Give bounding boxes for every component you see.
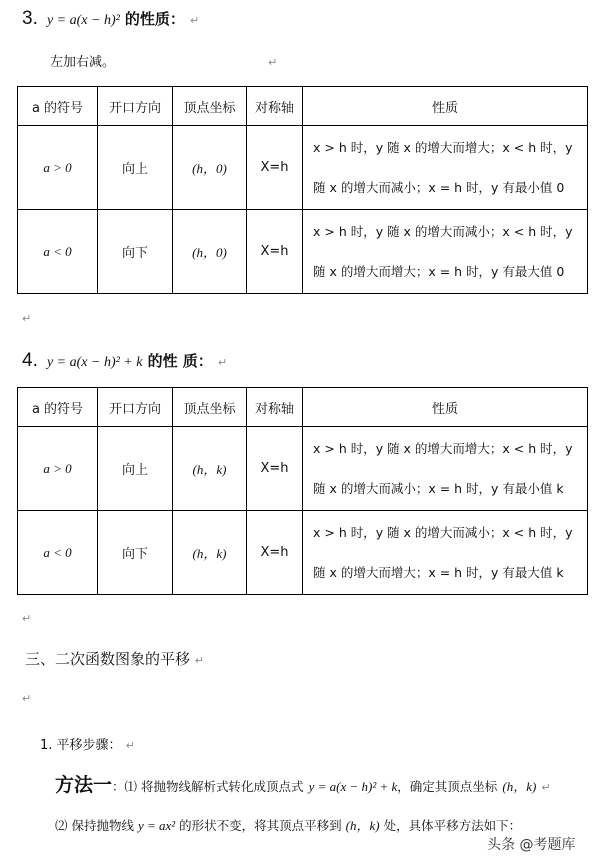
step-heading-text: 1. 平移步骤：	[40, 738, 122, 753]
paragraph-mark: ↵	[194, 654, 205, 667]
cell-vertex: (h，0)	[173, 210, 247, 294]
properties-line-2: 随 x 的增大而减小；x = h 时，y 有最小值 0	[313, 179, 565, 195]
properties-line-1: x > h 时，y 随 x 的增大而减小；x < h 时，y	[313, 223, 573, 239]
paragraph-mark: ↵	[22, 612, 32, 625]
method-label: 方法一	[55, 774, 113, 796]
step-2-middle: 的形状不变，将其顶点平移到	[179, 818, 342, 833]
header-properties: 性质	[303, 388, 588, 427]
cell-direction: 向上	[98, 427, 173, 511]
part-3-title	[25, 648, 204, 669]
step-2-prefix: ⑵ 保持抛物线	[55, 818, 134, 833]
section-3-title-suffix: 的性质：	[124, 10, 185, 28]
table-row	[18, 126, 588, 210]
cell-properties	[303, 427, 588, 511]
paragraph-mark: ↵	[268, 56, 278, 69]
step-heading	[40, 734, 135, 753]
paragraph-mark: ↵	[125, 739, 135, 752]
step-2-vertex: (h，k)	[345, 818, 380, 833]
header-axis: 对称轴	[247, 87, 303, 126]
properties-table-section-3	[17, 86, 588, 294]
header-properties: 性质	[303, 87, 588, 126]
paragraph-mark: ↵	[217, 356, 228, 369]
properties-line-2: 随 x 的增大而增大；x = h 时，y 有最大值 0	[313, 263, 565, 279]
paragraph-mark: ↵	[541, 781, 551, 794]
cell-properties	[303, 126, 588, 210]
section-4-number: 4.	[22, 350, 38, 371]
header-vertex: 顶点坐标	[173, 87, 247, 126]
step-1-suffix: ，确定其顶点坐标	[397, 779, 498, 794]
step-2-formula: y = ax²	[137, 818, 176, 833]
cell-axis: X=h	[247, 427, 303, 511]
cell-sign: a > 0	[18, 427, 98, 511]
table-header-row	[18, 388, 588, 427]
cell-properties	[303, 511, 588, 595]
paragraph-mark: ↵	[22, 692, 32, 705]
step-2-line	[55, 815, 521, 834]
step-1-vertex: (h，k)	[502, 779, 537, 794]
cell-sign: a < 0	[18, 511, 98, 595]
cell-direction: 向上	[98, 126, 173, 210]
part-3-title-text: 三、二次函数图象的平移	[25, 650, 191, 668]
cell-axis: X=h	[247, 210, 303, 294]
section-3-rule	[50, 51, 115, 70]
properties-line-2: 随 x 的增大而减小；x = h 时，y 有最小值 k	[313, 480, 564, 496]
section-3-number: 3.	[22, 8, 38, 29]
header-sign: a 的符号	[18, 388, 98, 427]
cell-vertex: (h，k)	[173, 511, 247, 595]
watermark: 头条 @考题库	[487, 837, 576, 853]
paragraph-mark: ↵	[190, 14, 200, 27]
cell-axis: X=h	[247, 126, 303, 210]
section-3-formula: y = a(x − h)²	[46, 13, 120, 28]
rule-text: 左加右减。	[50, 55, 116, 70]
paragraph-mark: ↵	[22, 312, 32, 325]
cell-direction: 向下	[98, 210, 173, 294]
table-header-row	[18, 87, 588, 126]
section-3-heading	[22, 8, 199, 30]
header-direction: 开口方向	[98, 388, 173, 427]
header-vertex: 顶点坐标	[173, 388, 247, 427]
properties-line-2: 随 x 的增大而增大；x = h 时，y 有最大值 k	[313, 564, 564, 580]
cell-vertex: (h，0)	[173, 126, 247, 210]
cell-sign: a > 0	[18, 126, 98, 210]
section-4-title-suffix: 的性 质：	[147, 352, 213, 370]
cell-properties	[303, 210, 588, 294]
table-row	[18, 210, 588, 294]
header-direction: 开口方向	[98, 87, 173, 126]
header-sign: a 的符号	[18, 87, 98, 126]
properties-line-1: x > h 时，y 随 x 的增大而增大；x < h 时，y	[313, 139, 573, 155]
table-row	[18, 427, 588, 511]
step-2-suffix: 处，具体平移方法如下：	[383, 818, 522, 833]
step-1-formula: y = a(x − h)² + k	[308, 779, 398, 794]
cell-sign: a < 0	[18, 210, 98, 294]
cell-axis: X=h	[247, 511, 303, 595]
table-row	[18, 511, 588, 595]
cell-direction: 向下	[98, 511, 173, 595]
section-4-heading	[22, 350, 227, 372]
method-one-line	[55, 770, 551, 797]
cell-vertex: (h，k)	[173, 427, 247, 511]
properties-line-1: x > h 时，y 随 x 的增大而增大；x < h 时，y	[313, 440, 573, 456]
section-4-formula: y = a(x − h)² + k	[46, 355, 143, 370]
step-1-prefix: ：⑴ 将抛物线解析式转化成顶点式	[112, 779, 304, 794]
properties-line-1: x > h 时，y 随 x 的增大而减小；x < h 时，y	[313, 524, 573, 540]
header-axis: 对称轴	[247, 388, 303, 427]
properties-table-section-4	[17, 387, 588, 595]
